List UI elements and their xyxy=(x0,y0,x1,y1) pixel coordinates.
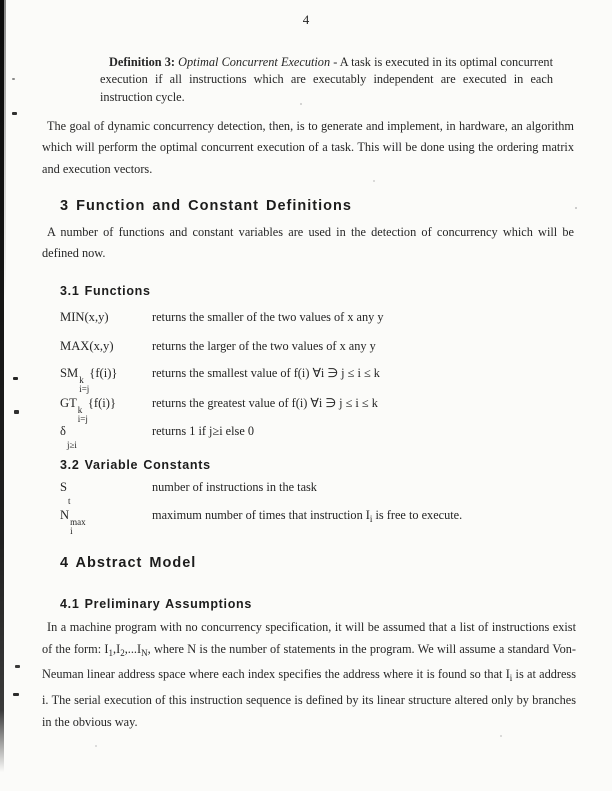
scan-speckle xyxy=(500,735,502,737)
assumptions-heading: 4.1 Preliminary Assumptions xyxy=(60,597,253,611)
function-desc: returns the smaller of the two values of x any y xyxy=(152,310,384,324)
definition-body: - A task is executed in its optimal concurrent execution if all instructions which are executably independent are executed in each instruction cycle. xyxy=(100,55,553,104)
scan-speckle xyxy=(12,112,17,115)
scan-speckle xyxy=(575,207,577,209)
constant-row-s xyxy=(60,480,317,506)
page-number: 4 xyxy=(302,12,310,27)
function-desc: returns the greatest value of f(i) ∀i ∋ j ≤ i ≤ k xyxy=(152,396,378,410)
function-term: MIN(x,y) xyxy=(60,310,109,324)
constant-term: S t xyxy=(60,480,71,506)
scan-speckle xyxy=(14,410,19,414)
function-desc: returns the larger of the two values of x any y xyxy=(152,339,376,353)
section-3-heading: 3 Function and Constant Definitions xyxy=(60,198,352,214)
function-term: δ j≥i xyxy=(60,424,77,450)
function-term: GT k i=j {f(i)} xyxy=(60,396,117,424)
functions-heading: 3.1 Functions xyxy=(60,284,151,298)
scan-speckle xyxy=(15,665,20,668)
constant-term: N max i xyxy=(60,508,86,536)
scan-speckle xyxy=(95,745,97,747)
function-desc: returns 1 if j≥i else 0 xyxy=(152,424,255,438)
constant-row-n xyxy=(60,508,462,536)
scan-speckle xyxy=(13,693,19,696)
assumptions-paragraph: In a machine program with no concurrency specification, it will be assumed that a list of instructions exist of the form: $I_1,I_2,...I_N$, where N is the number of statements in the program. We will assume a standard Von-Neuman linear address space where each index specifies the address where it is found so that $I_i$ is at address i. The serial execution of this instruction sequence is defined by its linear structure altered only by branches in the obvious way. xyxy=(42,620,577,729)
definition-term: Optimal Concurrent Execution xyxy=(174,55,331,69)
definition-label: Definition 3: xyxy=(109,55,175,69)
scan-edge-artifact-soft xyxy=(4,0,6,300)
function-row-max xyxy=(60,339,376,365)
section-3-intro-paragraph: A number of functions and constant variables are used in the detection of concurrency which will be defined now. xyxy=(42,225,574,261)
function-term: SM k i=j {f(i)} xyxy=(60,366,118,394)
constant-desc: number of instructions in the task xyxy=(152,480,317,494)
scan-speckle xyxy=(12,78,15,80)
function-row-sm xyxy=(60,366,380,394)
scan-speckle xyxy=(373,180,375,182)
function-desc: returns the smallest value of f(i) ∀i ∋ j ≤ i ≤ k xyxy=(152,366,380,380)
goal-paragraph: The goal of dynamic concurrency detection, then, is to generate and implement, in hardware, an algorithm which will perform the optimal concurrent execution of a task. This will be done using the ordering matrix and execution vectors. xyxy=(42,119,574,176)
function-row-min xyxy=(60,310,384,336)
section-4-heading: 4 Abstract Model xyxy=(60,555,197,571)
constants-heading: 3.2 Variable Constants xyxy=(60,458,211,472)
function-row-gt xyxy=(60,396,378,424)
function-term: MAX(x,y) xyxy=(60,339,114,353)
definition-paragraph xyxy=(100,54,553,106)
scan-speckle xyxy=(13,377,18,380)
constant-desc: maximum number of times that instruction $I_i$ is free to execute. xyxy=(152,508,463,524)
function-row-delta xyxy=(60,424,254,450)
